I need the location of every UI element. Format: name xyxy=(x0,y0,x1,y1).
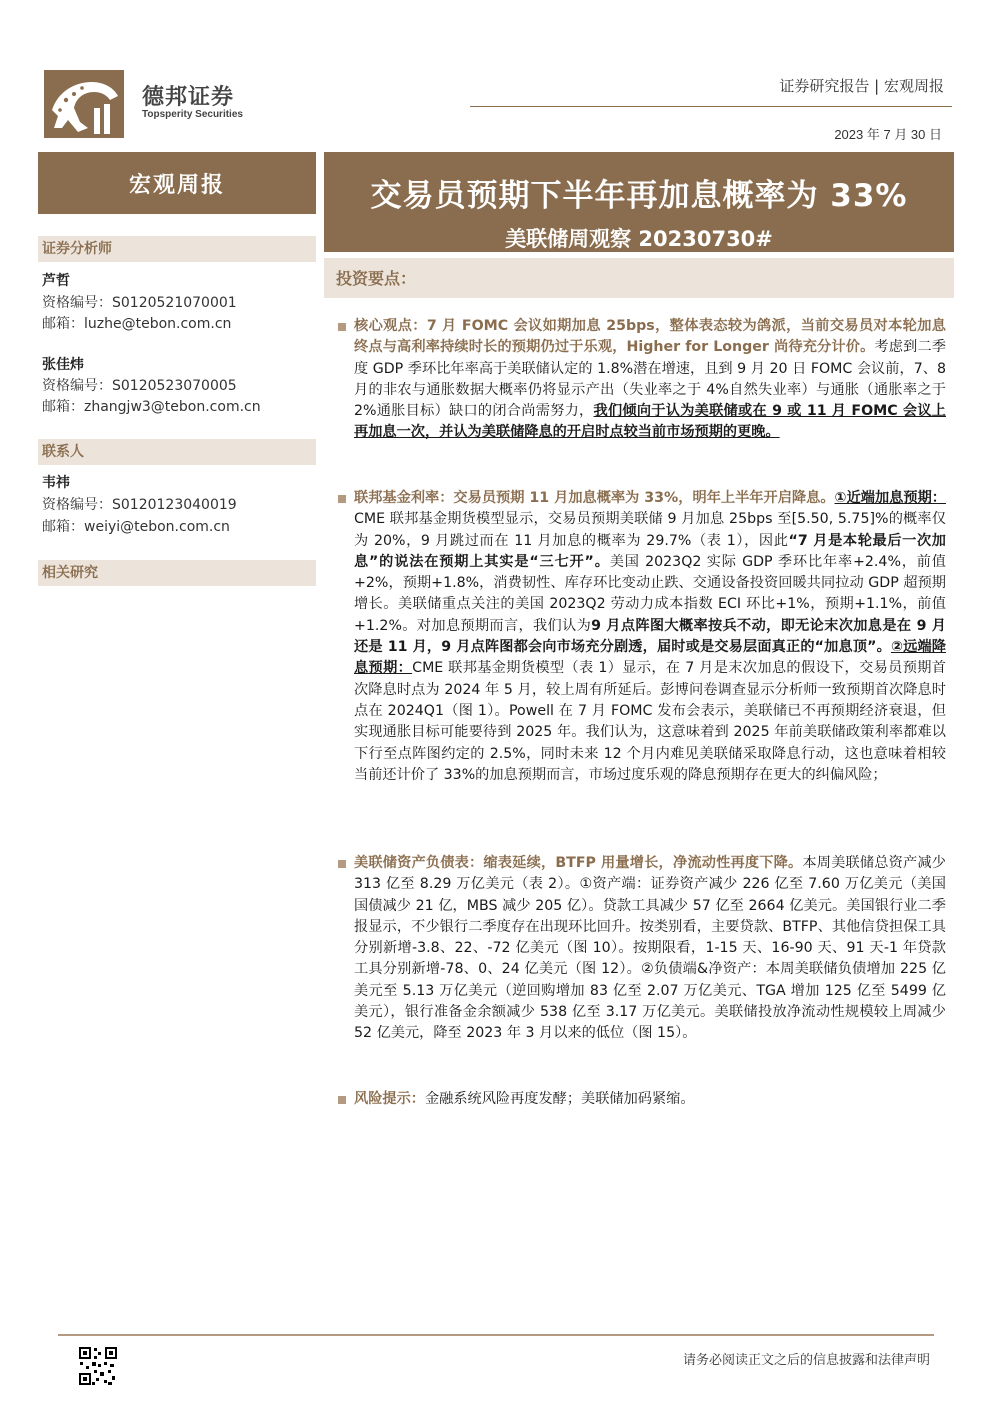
analyst-license: 资格编号：S0120523070005 xyxy=(42,378,237,394)
qr-code-icon xyxy=(78,1346,118,1386)
analyst-email[interactable]: 邮箱：zhangjw3@tebon.com.cn xyxy=(42,399,261,415)
near-term-subhead: ①近端加息预期： xyxy=(834,490,946,506)
company-logo-icon xyxy=(44,70,124,138)
header-divider xyxy=(470,106,952,107)
core-view-paragraph xyxy=(354,316,946,444)
analyst-name: 张佳炜 xyxy=(42,357,84,373)
core-view-conclusion: 我们倾向于认为美联储或在 9 或 11 月 FOMC 会议上再加息一次，并认为美联储降息的开启时点较当前市场预期的更晚。 xyxy=(354,403,946,441)
contact-email[interactable]: 邮箱：weiyi@tebon.com.cn xyxy=(42,519,230,535)
risk-body: 金融系统风险再度发酵；美联储加码紧缩。 xyxy=(424,1091,695,1107)
report-type: 证券研究报告 | 宏观周报 xyxy=(779,77,944,95)
fed-funds-lead: 联邦基金利率：交易员预期 11 月加息概率为 33%，明年上半年开启降息。 xyxy=(354,490,835,506)
core-view-body: 考虑到二季度 GDP 季环比年率高于美联储认定的 1.8%潜在增速，且到 9 月 20 日 FOMC 会议前，7、8 月的非农与通胀数据大概率仍将显示产出（失业率之于 4%自然失业率）与通胀（通胀率之于 2%通胀目标）缺口的闭合尚需努力， xyxy=(354,339,946,420)
contact-name: 韦祎 xyxy=(42,475,70,491)
report-date: 2023 年 7 月 30 日 xyxy=(834,127,942,142)
page-title: 交易员预期下半年再加息概率为 33% xyxy=(370,178,908,214)
analyst-email[interactable]: 邮箱：luzhe@tebon.com.cn xyxy=(42,316,232,332)
bullet-icon xyxy=(338,323,346,331)
fed-funds-paragraph xyxy=(354,488,946,786)
fed-funds-highlight-b: 9 月点阵图大概率按兵不动，即无论末次加息是在 9 月还是 11 月，9 月点阵图都会向市场充分剧透，届时或是交易层面真正的“加息顶”。 xyxy=(354,617,946,656)
balance-sheet-lead: 美联储资产负债表：缩表延续，BTFP 用量增长，净流动性再度下降。 xyxy=(354,855,803,871)
key-points-heading: 投资要点： xyxy=(336,269,417,288)
analyst-name: 芦哲 xyxy=(42,273,70,289)
report-category-banner: 宏观周报 xyxy=(38,152,316,214)
analyst-heading: 证券分析师 xyxy=(38,236,316,262)
analyst-license: 资格编号：S0120521070001 xyxy=(42,295,237,311)
brand-name-cn: 德邦证券 xyxy=(142,85,235,110)
balance-sheet-body: 本周美联储总资产减少 313 亿至 8.29 万亿美元（表 2）。①资产端：证券资产减少 226 亿至 7.60 万亿美元（美国国债减少 21 亿，MBS 减少 205 亿）。贷款工具减少 57 亿至 2664 亿美元。美国银行业二季报显示，不少银行二季度存在出现环比回升。按类别看，主要贷款、BTFP、其他信贷担保工具分别新增-3.8、22、-72 亿美元（图 10）。按期限看，1-15 天、16-90 天、91 天-1 年贷款工具分别新增-78、0、24 亿美元（图 12）。②负债端&净资产：本周美联储负债增加 225 亿美元至 5.13 万亿美元（逆回购增加 83 亿至 2.07 万亿美元、TGA 增加 125 亿至 5499 亿美元），银行准备金余额减少 538 亿至 3.17 万亿美元。美联储投放净流动性规模较上周减少 52 亿美元，降至 2023 年 3 月以来的低位（图 15）。 xyxy=(354,855,946,1042)
core-view-lead: 核心观点：7 月 FOMC 会议如期加息 25bps，整体表态较为鸽派，当前交易员对本轮加息终点与高利率持续时长的预期仍过于乐观，Higher for Longer 尚待充分计价。 xyxy=(354,318,946,356)
footer-divider xyxy=(58,1334,934,1336)
related-research-heading[interactable]: 相关研究 xyxy=(38,560,316,586)
title-banner xyxy=(324,152,954,252)
far-term-subhead: ②远端降息预期： xyxy=(354,639,946,677)
brand-name-en: Topsperity Securities xyxy=(142,109,243,120)
key-points-header xyxy=(324,258,954,298)
fed-funds-text-b: 美国 2023Q2 实际 GDP 季环比年率+2.4%，前值+2%，预期+1.8%，消费韧性、库存环比变动止跌、交通设备投资回暖共同拉动 GDP 超预期增长。美联储重点关注的美国 2023Q2 劳动力成本指数 ECI 环比+1%，预期+1.1%，前值+1.2%。对加息预期而言，我们认为 xyxy=(354,553,946,634)
bullet-icon xyxy=(338,1096,346,1104)
bullet-icon xyxy=(338,860,346,868)
contact-license: 资格编号：S0120123040019 xyxy=(42,497,237,513)
fed-funds-highlight-a: “7 月是本轮最后一次加息”的说法在预期上其实是“三七开”。 xyxy=(354,532,946,570)
fed-funds-text-a: CME 联邦基金期货模型显示，交易员预期美联储 9 月加息 25bps 至[5.50, 5.75]%的概率仅为 20%，9 月跳过而在 11 月加息的概率为 29.7%（表 1），因此 xyxy=(354,511,946,549)
bullet-icon xyxy=(338,495,346,503)
fed-funds-text-c: CME 联邦基金期货模型（表 1）显示，在 7 月是末次加息的假设下，交易员预期首次降息时点为 2024 年 5 月，较上周有所延后。彭博问卷调查显示分析师一致预期首次降息时点在 2024Q1（图 1）。Powell 在 7 月 FOMC 发布会表示，美联储已不再预期经济衰退，但实现通胀目标可能要待到 2025 年。我们认为，这意味着到 2025 年前美联储政策利率都难以下行至点阵图约定的 2.5%，同时未来 12 个月内难见美联储采取降息行动，这也意味着相较当前还计价了 33%的加息预期而言，市场过度乐观的降息预期存在更大的纠偏风险； xyxy=(354,660,946,783)
balance-sheet-paragraph xyxy=(354,853,946,1045)
page-subtitle: 美联储周观察 20230730# xyxy=(505,227,773,251)
contact-heading: 联系人 xyxy=(38,439,316,465)
risk-lead: 风险提示： xyxy=(354,1091,425,1107)
footer-disclaimer: 请务必阅读正文之后的信息披露和法律声明 xyxy=(682,1353,930,1368)
risk-paragraph xyxy=(354,1089,946,1110)
